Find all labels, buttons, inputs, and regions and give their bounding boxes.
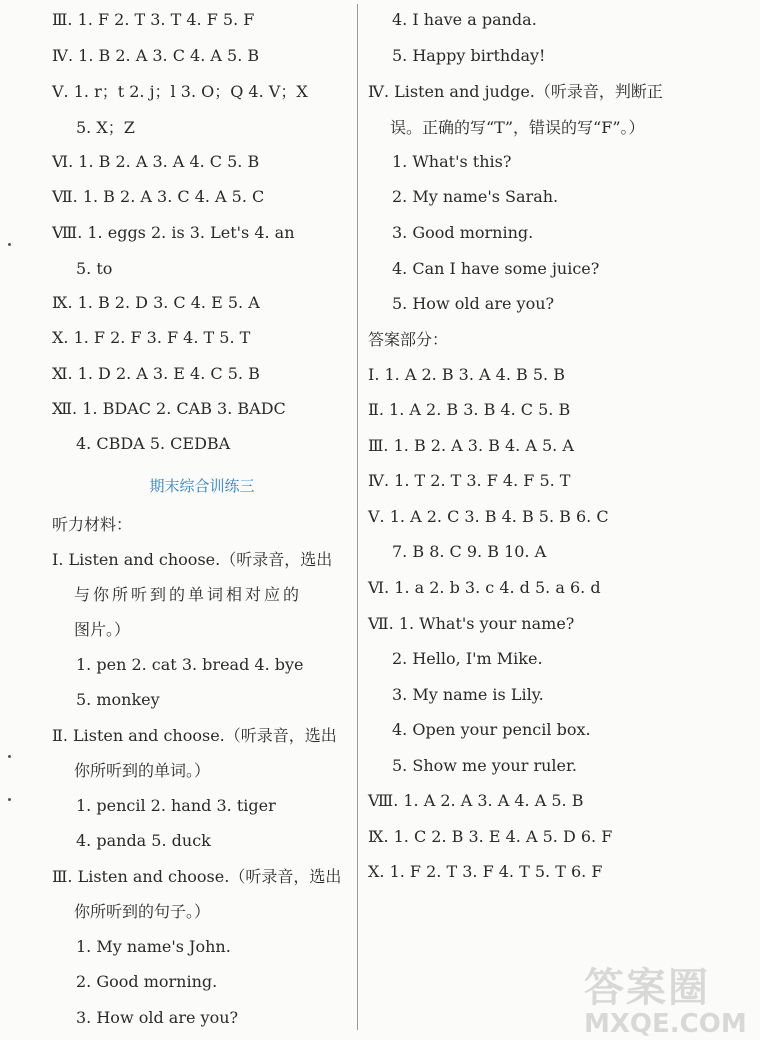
- answer-line: 3. How old are you?: [76, 1008, 239, 1027]
- watermark-logo: [584, 965, 754, 1039]
- answer-line: Ⅸ. 1. B 2. D 3. C 4. E 5. A: [52, 293, 260, 312]
- instruction-line: 图片。）: [74, 620, 131, 639]
- answer-line: Ⅷ. 1. A 2. A 3. A 4. A 5. B: [368, 791, 584, 810]
- watermark-cn: 答案圈: [584, 965, 710, 1011]
- answer-line: Ⅹ. 1. F 2. T 3. F 4. T 5. T 6. F: [368, 862, 603, 881]
- column-divider: [357, 4, 358, 1030]
- answer-line: 5. How old are you?: [392, 294, 555, 313]
- answer-line: 5. monkey: [76, 690, 160, 709]
- answer-line: 4. I have a panda.: [392, 10, 537, 29]
- answer-line: 4. panda 5. duck: [76, 831, 211, 850]
- answer-line: Ⅲ. 1. B 2. A 3. B 4. A 5. A: [368, 436, 574, 455]
- answer-line: Ⅰ. 1. A 2. B 3. A 4. B 5. B: [368, 365, 565, 384]
- answer-line: Ⅴ. 1. r；t 2. j；l 3. O；Q 4. V；X: [52, 82, 308, 101]
- section-title: 期末综合训练三: [149, 477, 255, 495]
- answer-line: 1. What's this?: [392, 152, 512, 171]
- answer-line: 2. My name's Sarah.: [392, 187, 559, 206]
- answer-line: 1. My name's John.: [76, 937, 231, 956]
- answer-line: 2. Hello, I'm Mike.: [392, 649, 543, 668]
- answer-line: Ⅳ. 1. B 2. A 3. C 4. A 5. B: [52, 46, 260, 65]
- answer-line: 4. Can I have some juice?: [392, 259, 600, 278]
- watermark-en: MXQE.COM: [584, 1009, 747, 1039]
- instruction-line: Ⅳ. Listen and judge.（听录音，判断正: [368, 82, 663, 101]
- answer-line: Ⅲ. 1. F 2. T 3. T 4. F 5. F: [52, 10, 255, 29]
- answer-line: 5. to: [76, 259, 113, 278]
- instruction-line: 与你所听到的单词相对应的: [74, 585, 303, 604]
- answer-line: 5. Happy birthday!: [392, 46, 546, 65]
- section-heading: 听力材料：: [52, 515, 133, 534]
- instruction-line: Ⅲ. Listen and choose.（听录音，选出: [52, 867, 342, 886]
- margin-mark: [8, 798, 11, 801]
- instruction-line: Ⅰ. Listen and choose.（听录音，选出: [52, 550, 333, 569]
- answer-line: Ⅷ. 1. eggs 2. is 3. Let's 4. an: [52, 223, 295, 242]
- answer-line: 7. B 8. C 9. B 10. A: [392, 542, 547, 561]
- instruction-line: 你所听到的单词。）: [74, 761, 211, 780]
- answer-line: Ⅵ. 1. a 2. b 3. c 4. d 5. a 6. d: [368, 578, 601, 597]
- margin-mark: [8, 755, 11, 758]
- answer-line: Ⅱ. 1. A 2. B 3. B 4. C 5. B: [368, 400, 571, 419]
- section-heading: 答案部分：: [368, 330, 449, 349]
- answer-line: 4. Open your pencil box.: [392, 720, 591, 739]
- answer-line: Ⅸ. 1. C 2. B 3. E 4. A 5. D 6. F: [368, 827, 613, 846]
- answer-line: Ⅻ. 1. BDAC 2. CAB 3. BADC: [52, 399, 286, 418]
- answer-line: 1. pen 2. cat 3. bread 4. bye: [76, 655, 304, 674]
- answer-line: 3. My name is Lily.: [392, 685, 544, 704]
- answer-line: 5. Show me your ruler.: [392, 756, 577, 775]
- answer-line: Ⅵ. 1. B 2. A 3. A 4. C 5. B: [52, 152, 260, 171]
- answer-line: Ⅶ. 1. What's your name?: [368, 614, 575, 633]
- instruction-line: 你所听到的句子。）: [74, 902, 211, 921]
- answer-line: 5. X；Z: [76, 118, 135, 137]
- answer-line: Ⅺ. 1. D 2. A 3. E 4. C 5. B: [52, 364, 260, 383]
- answer-line: Ⅹ. 1. F 2. F 3. F 4. T 5. T: [52, 328, 251, 347]
- answer-line: Ⅴ. 1. A 2. C 3. B 4. B 5. B 6. C: [368, 507, 609, 526]
- answer-line: 4. CBDA 5. CEDBA: [76, 434, 231, 453]
- instruction-line: Ⅱ. Listen and choose.（听录音，选出: [52, 726, 337, 745]
- answer-line: 2. Good morning.: [76, 972, 218, 991]
- answer-line: 1. pencil 2. hand 3. tiger: [76, 796, 276, 815]
- margin-mark: [8, 243, 11, 246]
- answer-line: 3. Good morning.: [392, 223, 534, 242]
- answer-line: Ⅳ. 1. T 2. T 3. F 4. F 5. T: [368, 471, 571, 490]
- answer-line: Ⅶ. 1. B 2. A 3. C 4. A 5. C: [52, 187, 265, 206]
- instruction-line: 误。正确的写“T”，错误的写“F”。）: [390, 118, 645, 137]
